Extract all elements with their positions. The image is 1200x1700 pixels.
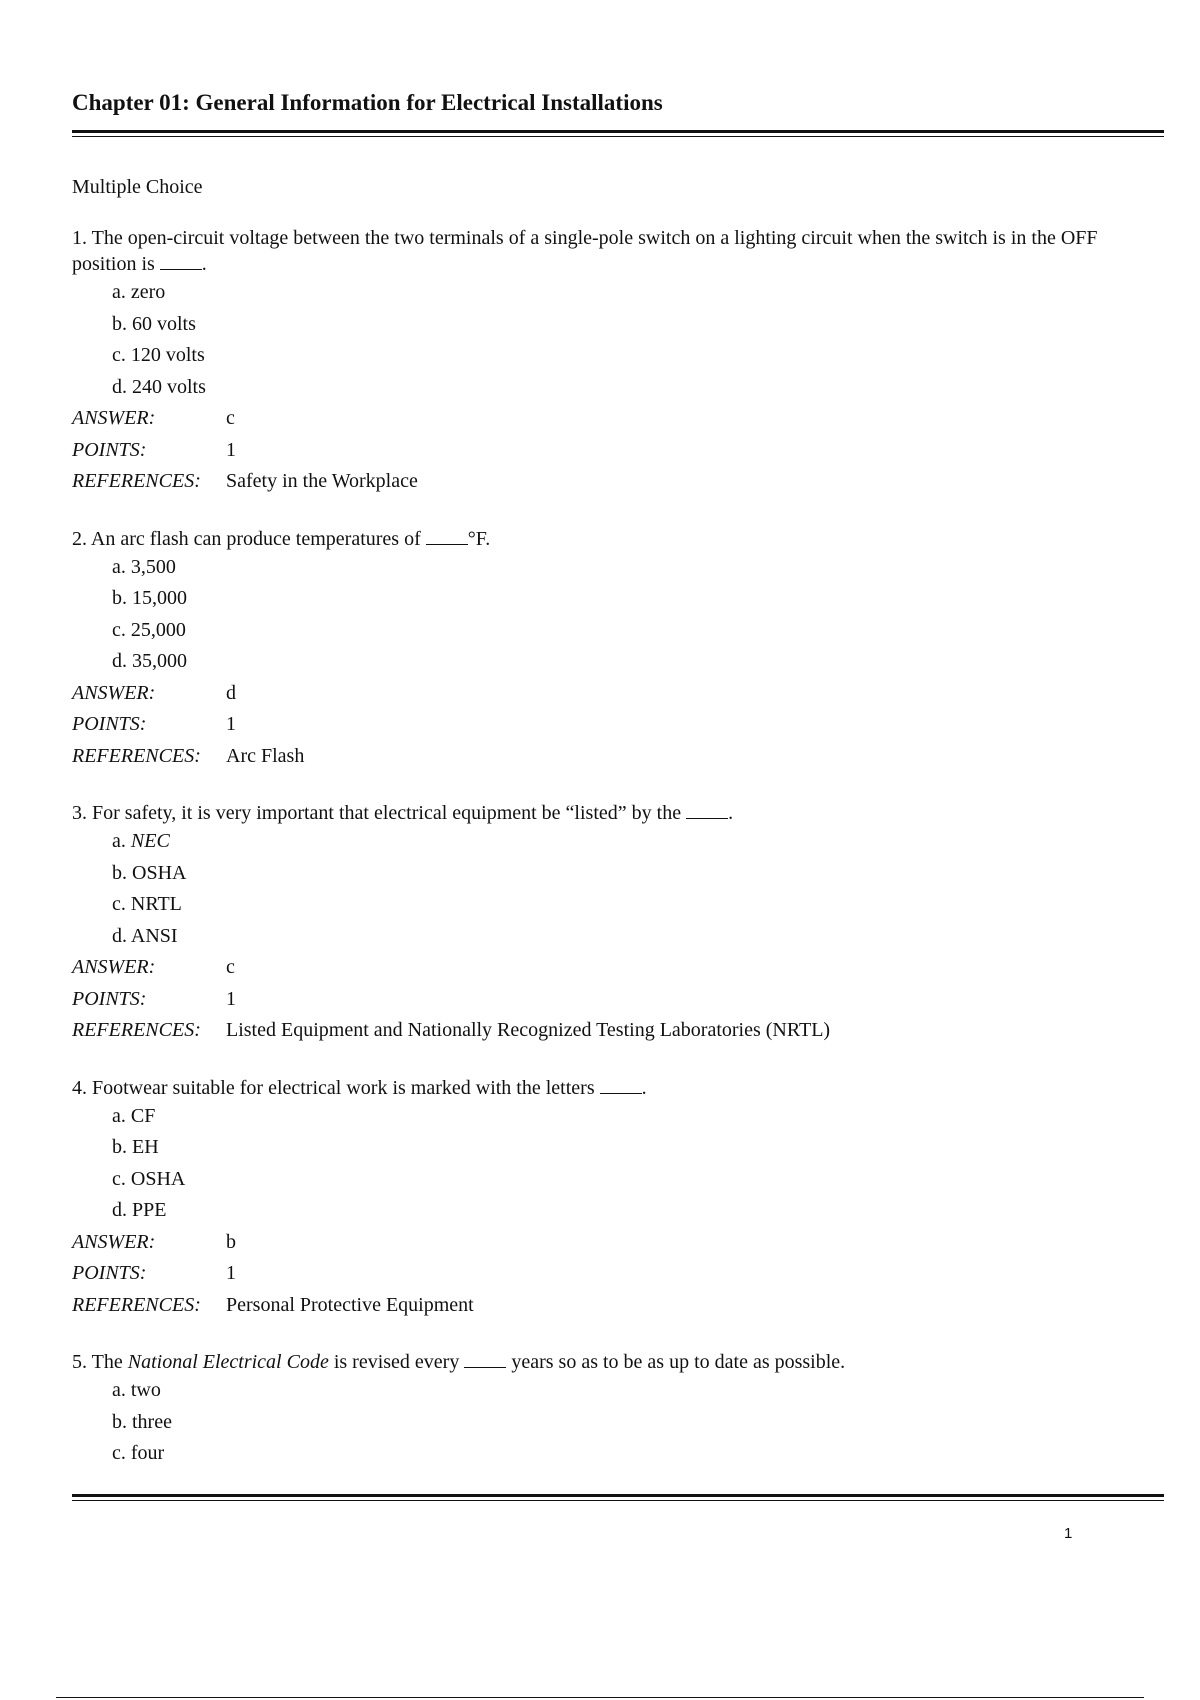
answer-blank (426, 526, 468, 545)
answer-value: d (226, 681, 236, 704)
points-value: 1 (226, 438, 236, 461)
references-value: Safety in the Workplace (226, 470, 418, 492)
option-c: c. four (112, 1442, 165, 1464)
answer-row (72, 678, 1164, 710)
option-c: c. 25,000 (112, 618, 186, 641)
question-stem (72, 225, 1164, 277)
points-row (72, 709, 1164, 741)
points-row (72, 435, 1164, 467)
points-label: POINTS: (72, 1262, 147, 1284)
option-c: c. 120 volts (112, 344, 205, 366)
option-a-text: NEC (130, 830, 170, 852)
references-label: REFERENCES: (72, 744, 201, 767)
question-stem (72, 526, 1164, 552)
question-3 (72, 800, 1164, 1047)
options-list (112, 1101, 1164, 1227)
chapter-title: Chapter 01: General Information for Electrical Installations (72, 90, 663, 115)
stem-italic-title: National Electrical Code (127, 1351, 329, 1373)
references-row (72, 741, 1164, 773)
answer-blank (464, 1349, 506, 1368)
section-label: Multiple Choice (72, 176, 203, 198)
answer-row (72, 952, 1164, 984)
option-b: b. three (112, 1410, 172, 1433)
references-label: REFERENCES: (72, 1019, 201, 1041)
points-label: POINTS: (72, 713, 147, 735)
options-list (112, 826, 1164, 952)
answer-label: ANSWER: (72, 956, 156, 978)
references-value: Listed Equipment and Nationally Recognized Testing Laboratories (NRTL) (226, 1019, 831, 1041)
references-row (72, 1290, 1164, 1322)
question-5 (72, 1349, 1164, 1470)
references-label: REFERENCES: (72, 1293, 201, 1316)
option-c: c. OSHA (112, 1167, 186, 1190)
document-page (72, 88, 1164, 1470)
option-a: a. two (112, 1379, 161, 1401)
answer-label: ANSWER: (72, 681, 156, 704)
option-a: a. CF (112, 1104, 156, 1127)
stem-text: 1. The open-circuit voltage between the two terminals of a single-pole switch on a lighting circuit when the switch is in the OFF position is (72, 227, 1098, 275)
answer-value: b (226, 1230, 236, 1253)
answer-value: c (226, 956, 235, 978)
option-d: d. ANSI (112, 924, 178, 947)
page-bottom-line (56, 1697, 1144, 1698)
answer-blank (686, 800, 728, 819)
option-b: b. 60 volts (112, 312, 196, 335)
references-label: REFERENCES: (72, 470, 201, 492)
answer-label: ANSWER: (72, 407, 156, 429)
answer-blank (600, 1075, 642, 1094)
option-b: b. 15,000 (112, 587, 187, 609)
question-2 (72, 526, 1164, 773)
options-list (112, 1375, 1164, 1470)
references-row (72, 1015, 1164, 1047)
references-row (72, 466, 1164, 498)
stem-text: is revised every (328, 1351, 465, 1373)
page-number: 1 (1064, 1525, 1073, 1542)
references-value: Personal Protective Equipment (226, 1293, 474, 1316)
stem-text: 4. Footwear suitable for electrical work is marked with the letters (72, 1076, 600, 1099)
stem-prefix: 5. The (72, 1351, 128, 1373)
question-stem (72, 1075, 1164, 1101)
stem-text: 3. For safety, it is very important that electrical equipment be “listed” by the (72, 802, 687, 824)
answer-blank (160, 251, 202, 270)
stem-end: . (201, 253, 207, 275)
question-stem (72, 800, 1164, 826)
points-value: 1 (226, 1262, 236, 1284)
option-a: a. zero (112, 281, 166, 303)
question-4 (72, 1075, 1164, 1322)
options-list (112, 277, 1164, 403)
option-a: a. 3,500 (112, 555, 176, 578)
option-a-prefix: a. (112, 830, 131, 852)
stem-end: . (728, 802, 734, 824)
answer-row (72, 403, 1164, 435)
header-double-rule (72, 130, 1164, 137)
points-value: 1 (226, 987, 236, 1010)
question-stem (72, 1349, 1164, 1375)
option-b: b. OSHA (112, 861, 187, 884)
option-d: d. 35,000 (112, 650, 187, 672)
option-b: b. EH (112, 1136, 159, 1158)
points-value: 1 (226, 713, 236, 735)
question-1 (72, 225, 1164, 498)
answer-row (72, 1227, 1164, 1259)
option-d: d. PPE (112, 1199, 167, 1221)
answer-value: c (226, 407, 235, 429)
option-c: c. NRTL (112, 893, 182, 915)
stem-end: years so as to be as up to date as possible. (506, 1351, 846, 1373)
points-label: POINTS: (72, 438, 147, 461)
answer-label: ANSWER: (72, 1230, 156, 1253)
references-value: Arc Flash (226, 744, 305, 767)
footer-double-rule (72, 1494, 1164, 1501)
points-label: POINTS: (72, 987, 147, 1010)
points-row (72, 1258, 1164, 1290)
options-list (112, 552, 1164, 678)
option-a (112, 826, 1164, 858)
stem-end: °F. (467, 527, 491, 550)
stem-text: 2. An arc flash can produce temperatures of (72, 527, 426, 550)
points-row (72, 984, 1164, 1016)
option-d: d. 240 volts (112, 375, 206, 398)
stem-end: . (641, 1076, 647, 1099)
